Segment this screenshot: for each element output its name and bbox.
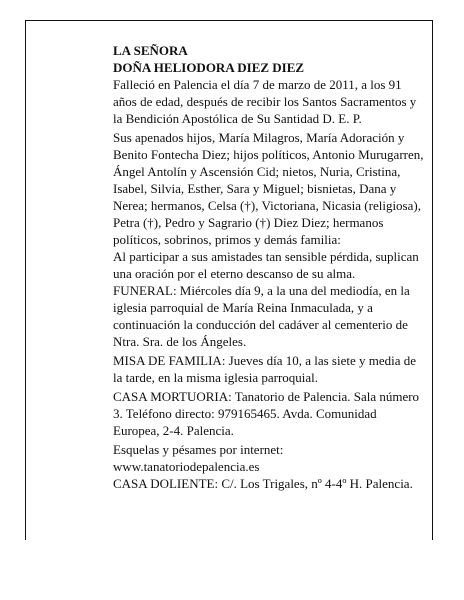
online-condolences-paragraph: Esquelas y pésames por internet: www.tanatoriodepalencia.es xyxy=(113,442,284,474)
mortuary-paragraph: CASA MORTUORIA: Tanatorio de Palencia. Sala número 3. Teléfono directo: 979165465. Avda. Comunidad Europea, 2-4. Palencia. xyxy=(113,389,420,438)
family-mass-paragraph: MISA DE FAMILIA: Jueves día 10, a las siete y media de la tarde, en la misma iglesia parroquial. xyxy=(113,353,417,385)
obituary-notice xyxy=(113,42,425,492)
notice-title-line1: LA SEÑORA xyxy=(113,43,188,58)
family-paragraph: Sus apenados hijos, María Milagros, María Adoración y Benito Fontecha Diez; hijos políticos, Antonio Murugarren, Ángel Antolín y Ascensión Cid; nietos, Nuria, Cristina, Isabel, Silvia, Esther, Sara y Miguel; bisnietas, Dana y Nerea; hermanos, Celsa (†), Victoriana, Nicasia (religiosa), Petra (†), Pedro y Sagrario (†) Diez Diez; hermanos políticos, sobrinos, primos y demás familia: xyxy=(113,130,424,247)
funeral-paragraph: FUNERAL: Miércoles día 9, a la una del mediodía, en la iglesia parroquial de María Reina Inmaculada, y a continuación la conducción del cadáver al cementerio de Ntra. Sra. de los Ángeles. xyxy=(113,283,410,349)
death-info-paragraph: Falleció en Palencia el día 7 de marzo de 2011, a los 91 años de edad, después de recibir los Santos Sacramentos y la Bendición Apostólica de Su Santidad D. E. P. xyxy=(113,77,417,126)
deceased-name: DOÑA HELIODORA DIEZ DIEZ xyxy=(113,60,305,75)
mourning-house-paragraph: CASA DOLIENTE: C/. Los Trigales, nº 4-4º H. Palencia. xyxy=(113,476,413,491)
request-paragraph: Al participar a sus amistades tan sensible pérdida, suplican una oración por el eterno descanso de su alma. xyxy=(113,249,419,281)
